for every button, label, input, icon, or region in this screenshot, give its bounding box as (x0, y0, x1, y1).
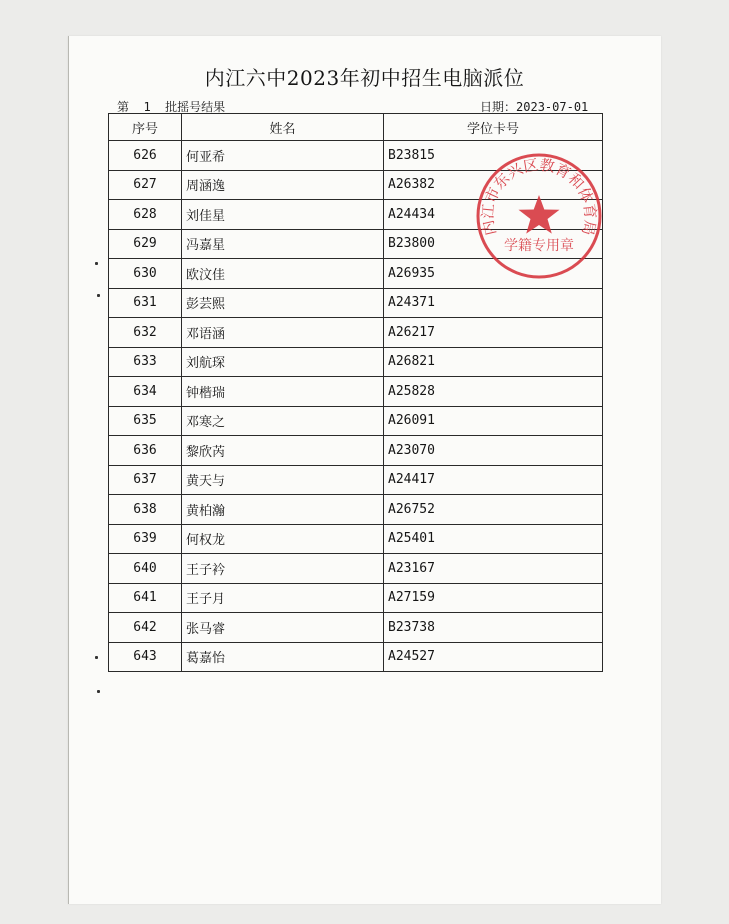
batch-label: 第 1 批摇号结果 (117, 100, 226, 114)
seal-star-icon (519, 195, 560, 234)
student-name: 彭芸熙 (182, 288, 384, 318)
seat-card-number: A24371 (384, 288, 603, 318)
seal-inner-text: 学籍专用章 (504, 238, 574, 254)
column-header-no: 序号 (109, 114, 182, 141)
seat-card-number: A26821 (384, 347, 603, 377)
column-header-name: 姓名 (182, 114, 384, 141)
row-number: 633 (109, 347, 182, 377)
row-number: 640 (109, 554, 182, 584)
student-name: 欧汶佳 (182, 259, 384, 289)
row-number: 634 (109, 377, 182, 407)
seat-card-number: B23815 (384, 141, 603, 171)
scan-speck (95, 656, 98, 659)
row-number: 643 (109, 642, 182, 672)
seat-card-number: A26935 (384, 259, 603, 289)
table-header-row (109, 114, 603, 141)
student-name: 周涵逸 (182, 170, 384, 200)
table-row (109, 642, 603, 672)
scan-speck (97, 294, 100, 297)
date-label: 日期： (480, 100, 517, 114)
document-title: 内江六中2023年初中招生电脑派位 (204, 66, 525, 90)
table-row (109, 377, 603, 407)
row-number: 628 (109, 200, 182, 230)
row-number: 626 (109, 141, 182, 171)
seat-card-number: A26382 (384, 170, 603, 200)
table-row (109, 436, 603, 466)
row-number: 627 (109, 170, 182, 200)
student-name: 黎欣芮 (182, 436, 384, 466)
student-name: 何亚希 (182, 141, 384, 171)
table-row (109, 613, 603, 643)
seat-card-number: A26217 (384, 318, 603, 348)
seat-card-number: A25401 (384, 524, 603, 554)
seat-card-number: A24417 (384, 465, 603, 495)
seat-card-number: B23738 (384, 613, 603, 643)
table-row (109, 347, 603, 377)
seat-card-number: B23800 (384, 229, 603, 259)
student-name: 邓语涵 (182, 318, 384, 348)
student-name: 何权龙 (182, 524, 384, 554)
row-number: 629 (109, 229, 182, 259)
row-number: 638 (109, 495, 182, 525)
table-row (109, 583, 603, 613)
student-name: 邓寒之 (182, 406, 384, 436)
row-number: 642 (109, 613, 182, 643)
seat-card-number: A24527 (384, 642, 603, 672)
scan-speck (95, 262, 98, 265)
student-name: 刘航琛 (182, 347, 384, 377)
seat-card-number: A23070 (384, 436, 603, 466)
row-number: 636 (109, 436, 182, 466)
row-number: 635 (109, 406, 182, 436)
seat-card-number: A25828 (384, 377, 603, 407)
student-name: 黄柏瀚 (182, 495, 384, 525)
seat-card-number: A26752 (384, 495, 603, 525)
student-name: 钟楷瑞 (182, 377, 384, 407)
table-row (109, 554, 603, 584)
table-row (109, 495, 603, 525)
table-row (109, 318, 603, 348)
student-name: 黄天与 (182, 465, 384, 495)
seat-card-number: A26091 (384, 406, 603, 436)
table-row (109, 406, 603, 436)
seat-card-number: A23167 (384, 554, 603, 584)
student-name: 葛嘉怡 (182, 642, 384, 672)
official-seal (474, 151, 604, 281)
row-number: 641 (109, 583, 182, 613)
date-value: 2023-07-01 (516, 100, 589, 114)
student-name: 王子衿 (182, 554, 384, 584)
row-number: 631 (109, 288, 182, 318)
row-number: 639 (109, 524, 182, 554)
row-number: 637 (109, 465, 182, 495)
student-name: 冯嘉星 (182, 229, 384, 259)
seal-outer-text: 内江市东兴区教育和体育局 (478, 155, 600, 238)
student-name: 刘佳星 (182, 200, 384, 230)
scan-speck (97, 690, 100, 693)
row-number: 630 (109, 259, 182, 289)
table-row (109, 288, 603, 318)
seat-card-number: A24434 (384, 200, 603, 230)
table-row (109, 524, 603, 554)
row-number: 632 (109, 318, 182, 348)
table-row (109, 465, 603, 495)
student-name: 王子月 (182, 583, 384, 613)
column-header-card: 学位卡号 (384, 114, 603, 141)
seat-card-number: A27159 (384, 583, 603, 613)
student-name: 张马睿 (182, 613, 384, 643)
